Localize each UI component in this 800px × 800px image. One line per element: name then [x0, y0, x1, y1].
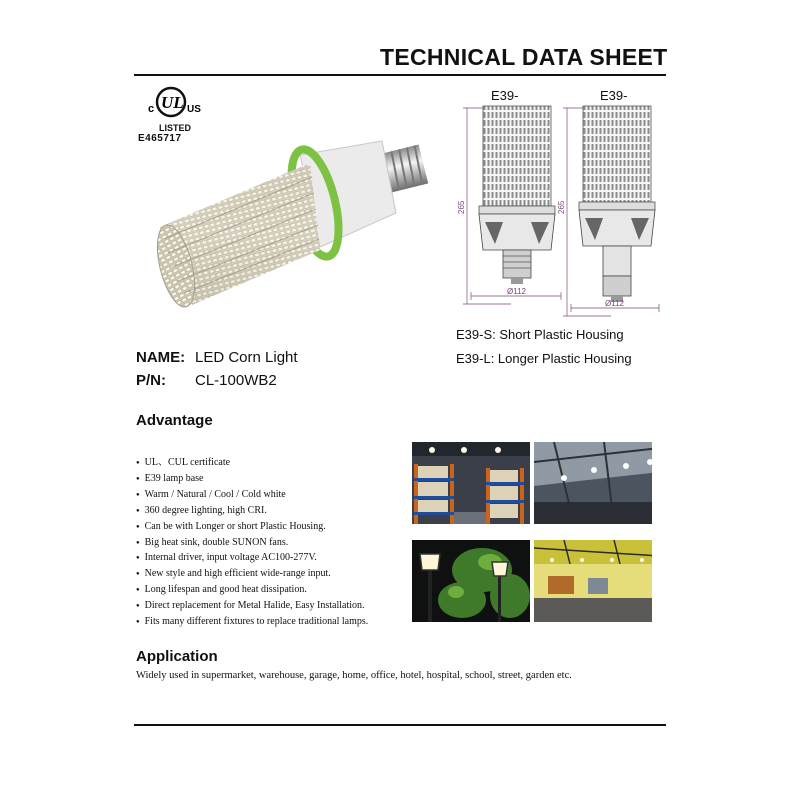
photo-warehouse: [412, 442, 530, 524]
listed-text: LISTED: [158, 123, 191, 133]
dim-diameter-s: Ø112: [507, 287, 526, 296]
list-item: ● E39 lamp base: [136, 472, 368, 488]
drawing-label-e39-l: E39-: [600, 88, 628, 103]
housing-note-long: E39-L: Longer Plastic Housing: [456, 351, 632, 366]
ul-c-mark: c: [148, 103, 155, 115]
application-text: Widely used in supermarket, warehouse, garage, home, office, hotel, hospital, school, street, garden etc.: [136, 670, 572, 681]
dim-height-l: 265: [557, 200, 566, 214]
photo-garage: [534, 540, 652, 622]
list-item: ● UL、CUL certificate: [136, 456, 368, 472]
header-rule: [134, 74, 666, 76]
list-item: ● Big heat sink, double SUNON fans.: [136, 536, 368, 552]
dim-diameter-l: Ø112: [605, 299, 624, 308]
name-value: LED Corn Light: [195, 349, 298, 366]
pn-value: CL-100WB2: [195, 372, 277, 389]
advantage-heading: Advantage: [136, 412, 213, 429]
photo-garden: [412, 540, 530, 622]
advantage-list: [136, 456, 368, 631]
list-item: ● Direct replacement for Metal Halide, Easy Installation.: [136, 599, 368, 615]
file-number: E465717: [138, 133, 182, 144]
page-title: TECHNICAL DATA SHEET: [380, 44, 668, 70]
dim-height-s: 265: [457, 200, 466, 214]
application-heading: Application: [136, 648, 218, 665]
footer-rule: [134, 724, 666, 726]
drawing-e39-s: [479, 106, 555, 284]
name-label: NAME:: [136, 349, 186, 366]
list-item: ● Fits many different fixtures to replace traditional lamps.: [136, 615, 368, 631]
ul-letters: UL: [161, 93, 184, 112]
housing-note-short: E39-S: Short Plastic Housing: [456, 327, 624, 342]
ul-us-mark: US: [187, 104, 201, 115]
photo-hall: [534, 442, 652, 524]
list-item: ● Warm / Natural / Cool / Cold white: [136, 488, 368, 504]
list-item: ● Internal driver, input voltage AC100-277V.: [136, 551, 368, 567]
product-image: [150, 135, 440, 320]
led-body: [150, 163, 320, 311]
list-item: ● Long lifespan and good heat dissipation.: [136, 583, 368, 599]
list-item: ● 360 degree lighting, high CRI.: [136, 504, 368, 520]
pn-label: P/N:: [136, 372, 166, 389]
drawing-e39-l: [579, 106, 655, 302]
list-item: ● New style and high efficient wide-range input.: [136, 567, 368, 583]
ul-mark-icon: [144, 86, 206, 118]
drawing-label-e39-s: E39-: [491, 88, 519, 103]
list-item: ● Can be with Longer or short Plastic Housing.: [136, 520, 368, 536]
